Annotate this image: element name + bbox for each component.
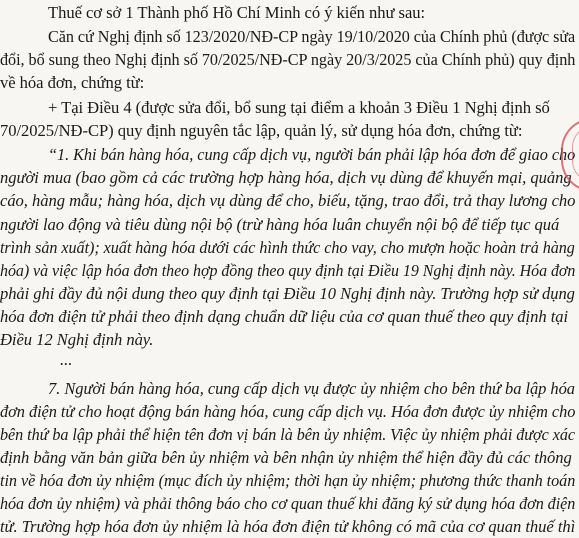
quote-line-2: người mua (bao gồm cả các trường hợp hàng hóa, dịch vụ dùng để khuyến mại, quảng [0, 168, 572, 187]
ellipsis: ... [60, 350, 73, 369]
item7-line-7: tử. Trường hợp hóa đơn ủy nhiệm là hóa đơn điện tử không có mã của cơ quan thuế thì [0, 517, 576, 536]
quote-line-4: người lao động và tiêu dùng nội bộ (trừ hàng hóa luân chuyển nội bộ để tiếp tục quá [0, 215, 560, 234]
basis-line-3: về hóa đơn, chứng từ: [0, 73, 145, 92]
quote-line-5: trình sản xuất); xuất hàng hóa dưới các hình thức cho vay, cho mượn hoặc hoàn trả hàng [0, 238, 575, 257]
basis-line-1: Căn cứ Nghị định số 123/2020/NĐ-CP ngày 19/10/2020 của Chính phủ (được sửa [48, 27, 576, 46]
intro-line: Thuế cơ sở 1 Thành phố Hồ Chí Minh có ý kiến như sau: [48, 3, 426, 22]
quote-line-1: “1. Khi bán hàng hóa, cung cấp dịch vụ, người bán phải lập hóa đơn để giao cho [48, 145, 576, 164]
article-line-2: 70/2025/NĐ-CP) quy định nguyên tắc lập, quản lý, sử dụng hóa đơn, chứng từ: [0, 121, 523, 140]
basis-line-2: đổi, bổ sung theo Nghị định số 70/2025/NĐ-CP ngày 20/3/2025 của Chính phủ) quy định [0, 50, 576, 69]
quote-line-3: cáo, hàng mẫu; hàng hóa, dịch vụ dùng để cho, biếu, tặng, trao đổi, trả thay lương cho [0, 191, 576, 210]
item7-line-2: đơn điện tử cho hoạt động bán hàng hóa, cung cấp dịch vụ. Hóa đơn được ủy nhiệm cho [0, 402, 576, 421]
item7-line-6: hóa đơn ủy nhiệm) và phải thông báo cho cơ quan thuế khi đăng ký sử dụng hóa đơn điện [0, 494, 576, 513]
item7-line-4: định bằng văn bản giữa bên ủy nhiệm và bên nhận ủy nhiệm thể hiện đầy đủ các thông [0, 448, 572, 467]
quote-line-9: Điều 12 Nghị định này. [0, 330, 154, 349]
item7-line-5: tin về hóa đơn ủy nhiệm (mục đích ủy nhiệm; thời hạn ủy nhiệm; phương thức thanh toán [0, 471, 576, 490]
article-line-1: + Tại Điều 4 (được sửa đổi, bổ sung tại điểm a khoản 3 Điều 1 Nghị định số [48, 98, 550, 117]
item7-line-3: bên thứ ba lập phải thể hiện tên đơn vị bán là bên ủy nhiệm. Việc ủy nhiệm phải được xác [0, 425, 575, 444]
quote-line-7: phải ghi đầy đủ nội dung theo quy định tại Điều 10 Nghị định này. Trường hợp sử dụng [0, 284, 575, 303]
item7-line-1: 7. Người bán hàng hóa, cung cấp dịch vụ được ủy nhiệm cho bên thứ ba lập hóa [48, 379, 575, 398]
quote-line-8: hóa đơn điện tử phải theo định dạng chuẩn dữ liệu của cơ quan thuế theo quy định tại [0, 307, 569, 326]
quote-line-6: hóa) và việc lập hóa đơn theo hợp đồng theo quy định tại Điều 19 Nghị định này. Hóa đơn [0, 261, 576, 280]
